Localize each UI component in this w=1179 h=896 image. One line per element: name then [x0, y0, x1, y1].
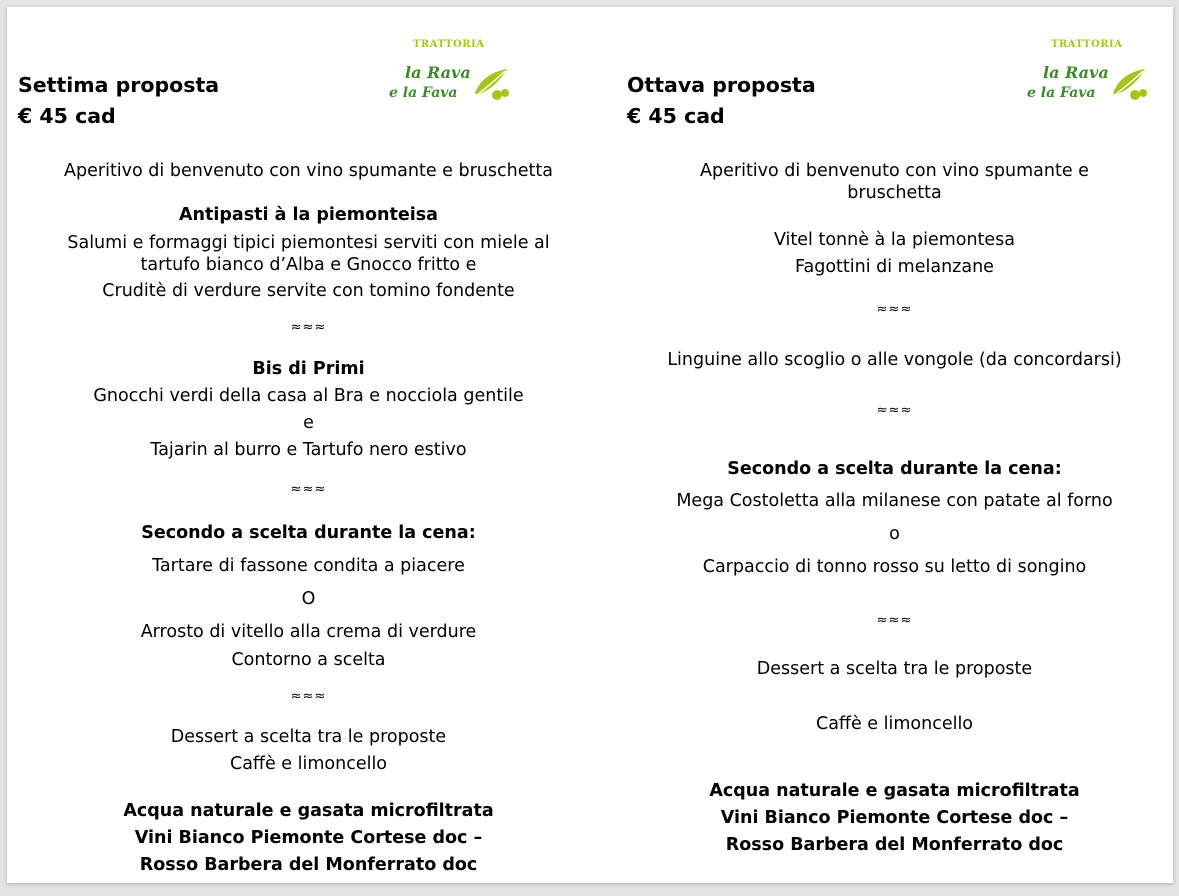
menu-line: e	[303, 413, 314, 433]
divider-symbol: ≈≈≈	[876, 302, 913, 317]
menu-line: Contorno a scelta	[231, 650, 386, 670]
drinks-line: Acqua naturale e gasata microfiltrata	[709, 781, 1080, 801]
menu-line: O	[301, 589, 316, 609]
logo-line-1: la Rava	[405, 63, 471, 82]
menu-line: Fagottini di melanzane	[795, 257, 994, 277]
section-heading: Bis di Primi	[252, 359, 365, 379]
menu-line: Tajarin al burro e Tartufo nero estivo	[150, 440, 467, 460]
menu-line: Caffè e limoncello	[815, 714, 974, 734]
menu-page	[7, 7, 1173, 883]
menu-line: Dessert a scelta tra le proposte	[170, 727, 447, 747]
menu-line: Aperitivo di benvenuto con vino spumante e	[700, 161, 1089, 181]
proposal-price: € 45 cad	[18, 104, 116, 128]
divider-symbol: ≈≈≈	[290, 482, 327, 497]
menu-heading	[627, 70, 816, 132]
menu-line: bruschetta	[847, 183, 942, 203]
drinks-line: Rosso Barbera del Monferrato doc	[725, 835, 1064, 855]
menu-line: Cruditè di verdure servite con tomino fondente	[102, 281, 515, 301]
menu-line: o	[889, 524, 900, 544]
menu-line: Salumi e formaggi tipici piemontesi serviti con miele al	[67, 233, 550, 253]
menu-line: tartufo bianco d’Alba e Gnocco fritto e	[140, 255, 477, 275]
section-heading: Antipasti à la piemonteisa	[179, 205, 438, 225]
logo-trattoria-text: TRATTORIA	[1051, 39, 1123, 50]
menu-line: Gnocchi verdi della casa al Bra e nocciola gentile	[93, 386, 524, 406]
divider-symbol: ≈≈≈	[290, 320, 327, 335]
logo-trattoria-text: TRATTORIA	[413, 39, 485, 50]
proposal-title: Ottava proposta	[627, 73, 816, 97]
menu-line: Aperitivo di benvenuto con vino spumante e bruschetta	[64, 161, 553, 181]
leaf-icon	[1109, 63, 1149, 103]
drinks-line: Acqua naturale e gasata microfiltrata	[123, 801, 494, 821]
section-heading: Secondo a scelta durante la cena:	[727, 459, 1062, 479]
menu-line: Arrosto di vitello alla crema di verdure	[140, 622, 477, 642]
menu-line: Dessert a scelta tra le proposte	[756, 659, 1033, 679]
section-heading: Secondo a scelta durante la cena:	[141, 523, 476, 543]
drinks-line: Vini Bianco Piemonte Cortese doc –	[720, 808, 1069, 828]
divider-symbol: ≈≈≈	[290, 689, 327, 704]
proposal-price: € 45 cad	[627, 104, 725, 128]
menu-column-settima	[7, 7, 610, 883]
menu-line: Caffè e limoncello	[229, 754, 388, 774]
menu-line: Vitel tonnè à la piemontesa	[773, 230, 1016, 250]
divider-symbol: ≈≈≈	[876, 613, 913, 628]
logo-line-2: e la Fava	[389, 85, 458, 101]
menu-line: Tartare di fassone condita a piacere	[152, 556, 465, 576]
restaurant-logo	[383, 37, 513, 117]
logo-line-2: e la Fava	[1027, 85, 1096, 101]
menu-line: Mega Costoletta alla milanese con patate al forno	[676, 491, 1113, 511]
divider-symbol: ≈≈≈	[876, 403, 913, 418]
menu-line: Linguine allo scoglio o alle vongole (da concordarsi)	[667, 350, 1122, 370]
logo-line-1: la Rava	[1043, 63, 1109, 82]
drinks-line: Rosso Barbera del Monferrato doc	[139, 855, 478, 875]
menu-column-ottava	[616, 7, 1173, 883]
menu-heading	[18, 70, 219, 132]
restaurant-logo	[1021, 37, 1151, 117]
leaf-icon	[471, 63, 511, 103]
menu-line: Carpaccio di tonno rosso su letto di songino	[702, 557, 1087, 577]
drinks-line: Vini Bianco Piemonte Cortese doc –	[134, 828, 483, 848]
proposal-title: Settima proposta	[18, 73, 220, 97]
